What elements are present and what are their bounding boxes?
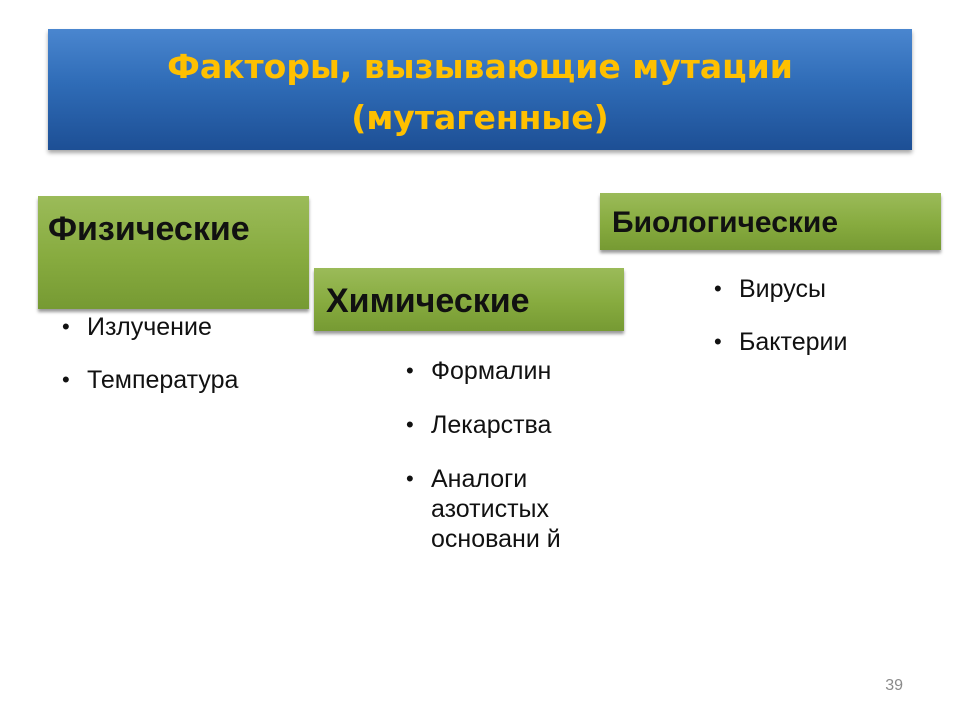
slide-title <box>48 29 912 150</box>
slide-title-line1: Факторы, вызывающие мутации <box>167 47 793 86</box>
list-item: • Бактерии <box>714 327 934 357</box>
slide-number: 39 <box>885 677 903 694</box>
category-chemical-header: Химические <box>314 268 624 331</box>
list-item: • Температура <box>62 365 322 395</box>
list-item: • Аналоги азотистых основани й <box>406 464 586 554</box>
category-chemical-list <box>406 356 586 578</box>
list-item: • Излучение <box>62 312 322 342</box>
slide-title-line2: (мутагенные) <box>351 98 609 137</box>
list-item: • Вирусы <box>714 274 934 304</box>
category-physical-list <box>62 312 322 418</box>
category-biological-header: Биологические <box>600 193 941 250</box>
list-item: • Лекарства <box>406 410 586 440</box>
list-item: • Формалин <box>406 356 586 386</box>
category-physical-header: Физические <box>38 196 309 309</box>
category-biological-list <box>714 274 934 380</box>
